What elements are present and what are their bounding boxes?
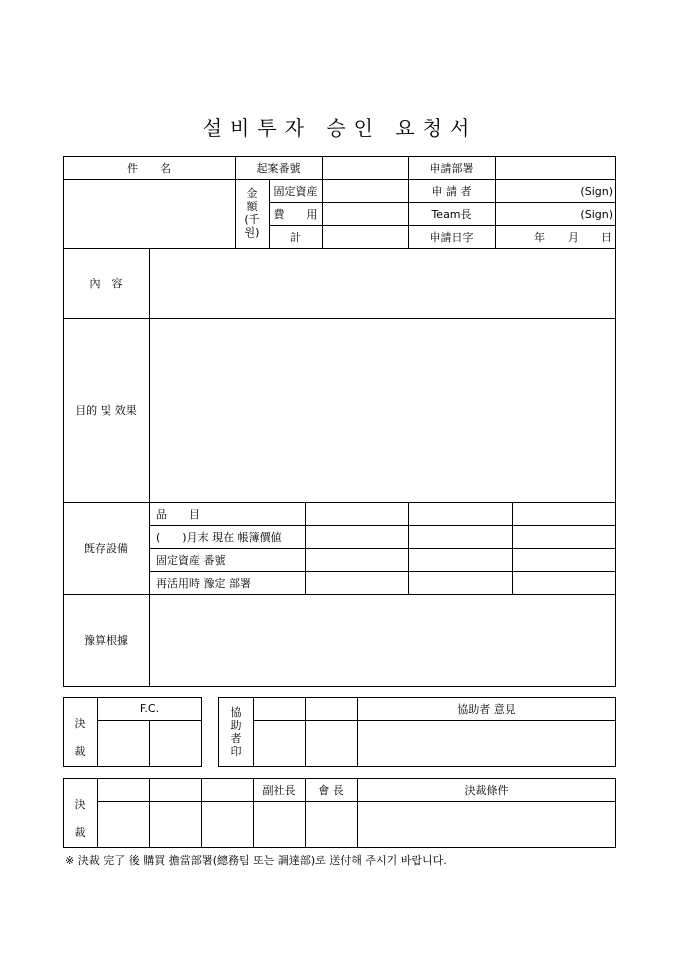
- draft-number-field[interactable]: [323, 157, 408, 179]
- apply-date-label: 申請日字: [429, 231, 474, 244]
- applicant-label: 申 請 者: [431, 185, 472, 198]
- existing-row-book-value: ( )月末 現在 帳簿價値: [156, 531, 282, 544]
- chairman-label: 會 長: [318, 784, 344, 797]
- dept-label: 申請部署: [429, 162, 474, 175]
- existing-row-item: 品 目: [156, 508, 200, 521]
- purpose-label: 目的 및 效果: [75, 404, 137, 417]
- fc-sign-cell-1[interactable]: [98, 721, 149, 766]
- total-label: 計: [290, 231, 301, 244]
- decision-label-1: 決 裁: [74, 717, 86, 758]
- document-title: 설비투자 승인 요청서: [202, 116, 478, 140]
- approval-conditions-field[interactable]: [358, 802, 615, 847]
- expense-field[interactable]: [323, 203, 408, 225]
- vice-president-label: 副社長: [262, 784, 296, 797]
- applicant-sign-field[interactable]: (Sign): [580, 185, 613, 198]
- draft-number-label: 起案番號: [256, 162, 301, 175]
- fc-sign-cell-2[interactable]: [150, 721, 201, 766]
- purpose-field[interactable]: [150, 319, 615, 502]
- content-label: 內 容: [89, 277, 123, 290]
- date-day-label: 日: [601, 231, 612, 244]
- budget-basis-label: 豫算根據: [84, 634, 128, 647]
- fixed-assets-field[interactable]: [323, 180, 408, 202]
- date-month-label: 月: [568, 231, 579, 244]
- date-year-label: 年: [534, 231, 545, 244]
- total-field[interactable]: [323, 226, 408, 248]
- subject-field[interactable]: [64, 180, 235, 248]
- expense-label: 費 用: [273, 208, 318, 221]
- fixed-assets-label: 固定資産: [273, 185, 318, 198]
- budget-basis-field[interactable]: [150, 595, 615, 686]
- team-leader-label: Team長: [431, 208, 472, 221]
- team-leader-sign-field[interactable]: (Sign): [580, 208, 613, 221]
- existing-row-reuse-dept: 再活用時 豫定 部署: [156, 577, 251, 590]
- cooperator-opinion-label: 協助者 意見: [457, 703, 516, 716]
- cooperator-seal-label: 協 助 者 印: [230, 706, 242, 758]
- cooperator-opinion-field[interactable]: [358, 721, 615, 766]
- subject-label: 件 名: [127, 162, 171, 175]
- dept-field[interactable]: [496, 157, 615, 179]
- decision-label-2: 決 裁: [74, 798, 86, 839]
- fc-label: F.C.: [139, 702, 160, 715]
- content-field[interactable]: [150, 249, 615, 318]
- approval-conditions-label: 決裁條件: [464, 784, 509, 797]
- amount-label: 金 額 (千 원): [244, 187, 260, 239]
- existing-row-asset-number: 固定資産 番號: [156, 554, 226, 567]
- footnote: ※ 決裁 完了 後 購買 擔當部署(總務팀 또는 調達部)로 送付해 주시기 바랍니다.: [65, 854, 447, 867]
- existing-equipment-label: 旣存設備: [84, 542, 128, 555]
